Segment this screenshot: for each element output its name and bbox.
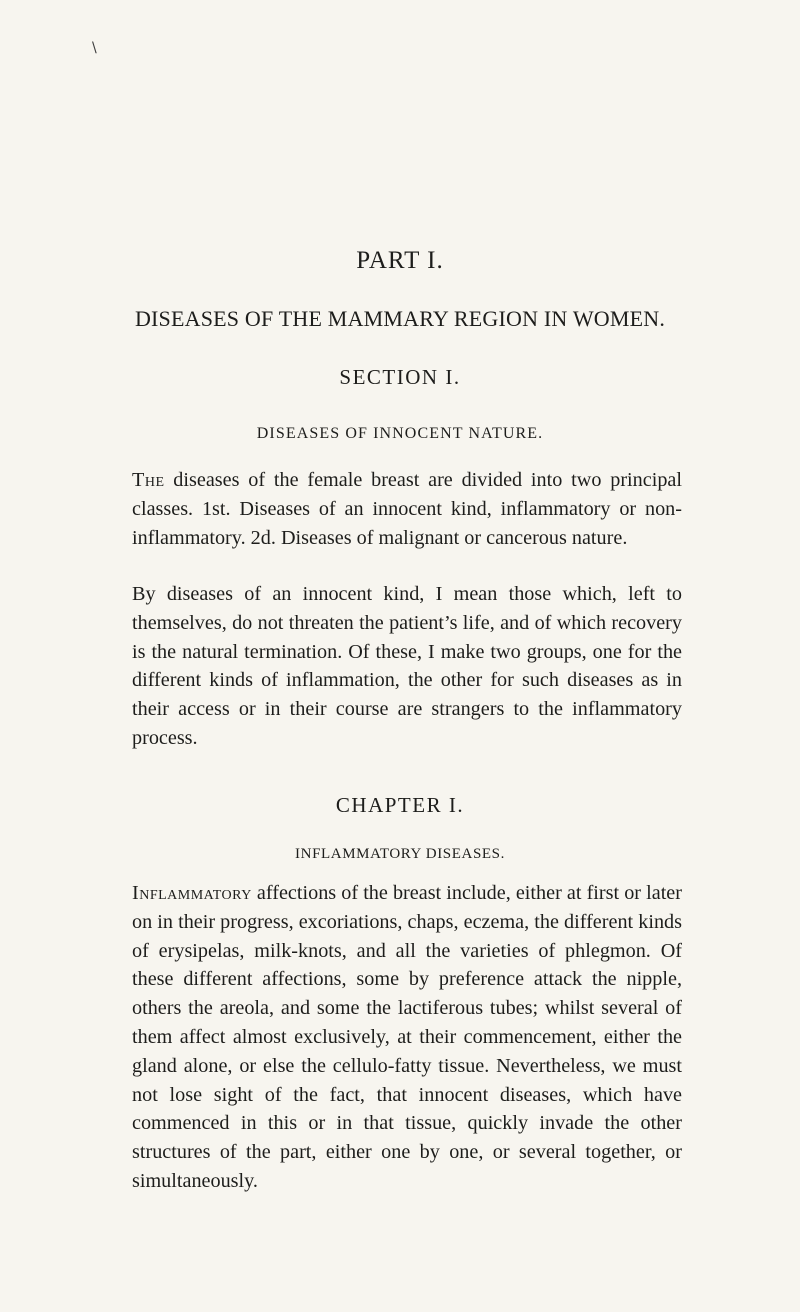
section-subtitle: DISEASES OF INNOCENT NATURE. bbox=[256, 425, 544, 442]
paragraph-3-rest: affections of the breast include, either at first or later on in their progress, excoriations, chaps, eczema, the different kinds of erysipelas, milk-knots, and all the varieties of phlegmon. Of these different affections, some by preference attack the nipple, others the areola, and some the lactiferous tubes; whilst several of them affect almost exclusively, at their commencement, either the gland alone, or else the cellulo-fatty tissue. Nevertheless, we must not lose sight of the fact, that innocent diseases, which have commenced in this or in that tissue, quickly invade the other structures of the part, either one by one, or several together, or simultaneously. bbox=[132, 882, 682, 1192]
paragraph-2-text: By diseases of an innocent kind, I mean those which, left to themselves, do not threaten the patient’s life, and of which recovery is the natural termination. Of these, I make two groups, one for the different kinds of inflammation, the other for such diseases as in their access or in their course are strangers to the inflammatory process. bbox=[132, 583, 682, 749]
paragraph-3-text bbox=[132, 879, 682, 1196]
paragraph-1 bbox=[132, 466, 682, 552]
chapter-subtitle: INFLAMMATORY DISEASES. bbox=[295, 846, 505, 862]
paragraph-2 bbox=[132, 580, 682, 753]
chapter-title: CHAPTER I. bbox=[335, 793, 465, 817]
stray-mark: \ bbox=[92, 40, 97, 56]
paragraph-3-lead: Inflammatory bbox=[132, 882, 252, 904]
paragraph-1-text bbox=[132, 466, 682, 552]
main-title: DISEASES OF THE MAMMARY REGION IN WOMEN. bbox=[134, 306, 666, 331]
part-title: PART I. bbox=[356, 247, 444, 274]
paragraph-1-lead: The bbox=[132, 469, 165, 491]
paragraph-1-rest: diseases of the female breast are divided into two principal classes. 1st. Diseases of an innocent kind, inflammatory or non-inflammatory. 2d. Diseases of malignant or cancerous nature. bbox=[132, 469, 682, 549]
section-title: SECTION I. bbox=[339, 365, 461, 389]
paragraph-3 bbox=[132, 879, 682, 1196]
